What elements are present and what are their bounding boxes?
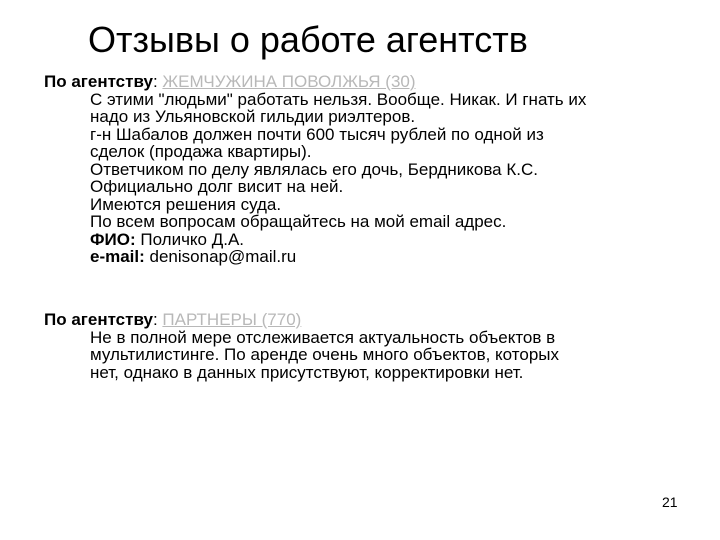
email-line [90, 248, 700, 266]
review-line: Ответчиком по делу являлась его дочь, Бердникова К.С. [90, 159, 538, 179]
fio-value: Поличко Д.А. [135, 229, 245, 249]
email-value: denisonap@mail.ru [144, 247, 297, 266]
review-line: С этими "людьми" работать нельзя. Вообще. Никак. И гнать их [90, 89, 587, 109]
review-line: По всем вопросам обращайтесь на мой email адрес. [90, 212, 507, 231]
review-header [44, 73, 704, 91]
review-line: надо из Ульяновской гильдии риэлтеров. [90, 107, 416, 126]
review-block [44, 73, 704, 266]
agency-link[interactable]: ПАРТНЕРЫ (770) [162, 310, 302, 329]
review-text [90, 91, 700, 266]
agency-label: По агентству [44, 72, 153, 91]
agency-separator: : [152, 310, 163, 329]
review-line: Не в полной мере отслеживается актуальность объектов в [90, 327, 556, 347]
fio-line [90, 231, 700, 249]
review-line: Официально долг висит на ней. [90, 177, 344, 196]
agency-label: По агентству [44, 310, 153, 329]
review-line: сделок (продажа квартиры). [90, 142, 312, 161]
review-line: мультилистинге. По аренде очень много объектов, которых [90, 345, 559, 364]
review-block [44, 311, 704, 381]
page-number: 21 [662, 494, 678, 510]
review-line: г-н Шабалов должен почти 600 тысяч рублей по одной из [90, 124, 544, 144]
email-label: e-mail: [90, 247, 145, 266]
agency-link[interactable]: ЖЕМЧУЖИНА ПОВОЛЖЬЯ (30) [162, 72, 416, 91]
page-title: Отзывы о работе агентств [88, 19, 528, 60]
review-text [90, 329, 700, 382]
review-line: нет, однако в данных присутствуют, корректировки нет. [90, 362, 524, 382]
agency-separator: : [152, 72, 163, 91]
review-line: Имеются решения суда. [90, 194, 282, 214]
fio-label: ФИО: [90, 229, 136, 249]
review-header [44, 311, 704, 329]
